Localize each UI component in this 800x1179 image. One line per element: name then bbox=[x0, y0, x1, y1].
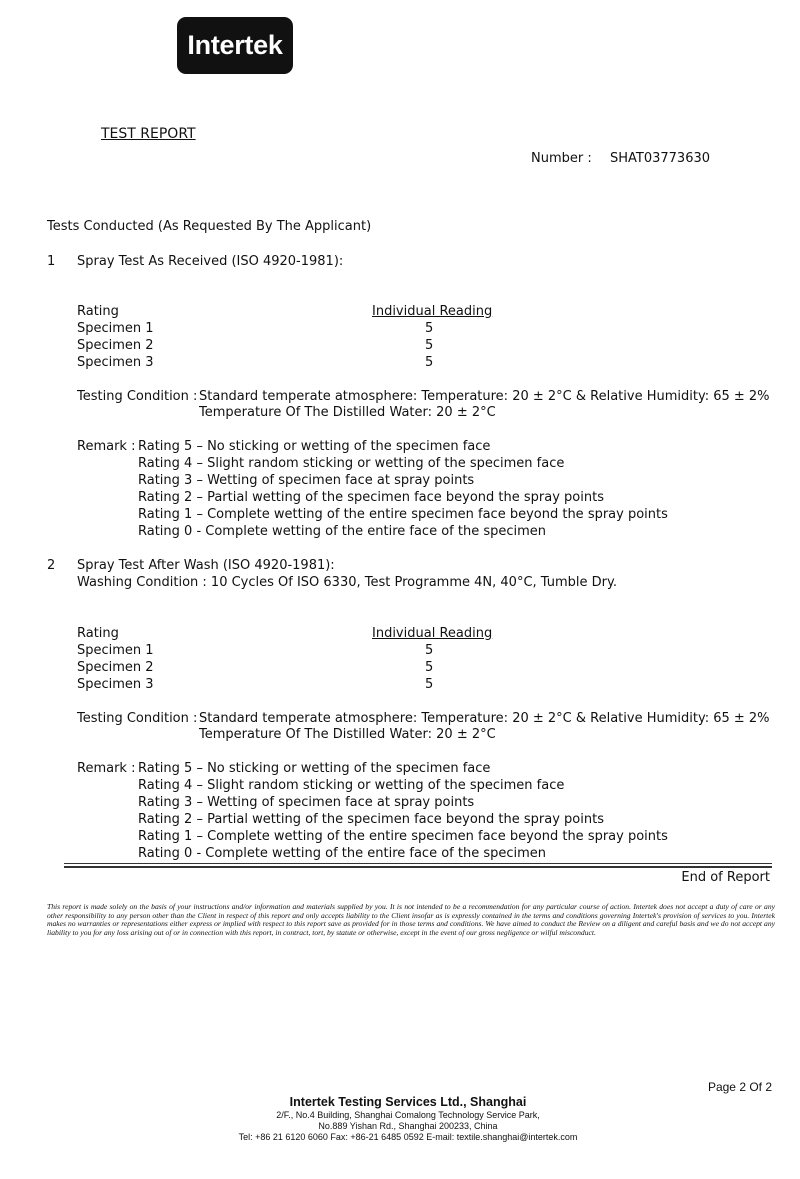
remark-line: Rating 5 – No sticking or wetting of the specimen face bbox=[138, 761, 491, 776]
remark-line: Rating 0 - Complete wetting of the entire face of the specimen bbox=[138, 846, 547, 861]
specimen-reading: 5 bbox=[425, 321, 434, 336]
washing-condition: Washing Condition : 10 Cycles Of ISO 6330, Test Programme 4N, 40°C, Tumble Dry. bbox=[77, 575, 617, 590]
test-2-number: 2 bbox=[47, 558, 56, 573]
testing-condition-label: Testing Condition : bbox=[77, 711, 198, 726]
remark-line: Rating 3 – Wetting of specimen face at spray points bbox=[138, 473, 475, 488]
specimen-reading: 5 bbox=[425, 355, 434, 370]
specimen-label: Specimen 1 bbox=[77, 321, 154, 336]
specimen-label: Specimen 3 bbox=[77, 677, 154, 692]
remark-line: Rating 1 – Complete wetting of the entire specimen face beyond the spray points bbox=[138, 829, 668, 844]
testing-condition-line: Standard temperate atmosphere: Temperature: 20 ± 2°C & Relative Humidity: 65 ± 2% bbox=[199, 389, 770, 404]
remark-line: Rating 2 – Partial wetting of the specimen face beyond the spray points bbox=[138, 812, 604, 827]
specimen-label: Specimen 2 bbox=[77, 660, 154, 675]
testing-condition-line: Temperature Of The Distilled Water: 20 ± 2°C bbox=[199, 405, 496, 420]
specimen-reading: 5 bbox=[425, 338, 434, 353]
rating-column-header: Rating bbox=[77, 304, 119, 319]
intertek-logo: Intertek bbox=[177, 17, 293, 74]
end-rule-thick bbox=[64, 866, 772, 868]
reading-column-header: Individual Reading bbox=[372, 304, 493, 319]
footer-address-line: No.889 Yishan Rd., Shanghai 200233, China bbox=[318, 1121, 498, 1131]
specimen-label: Specimen 2 bbox=[77, 338, 154, 353]
rating-column-header: Rating bbox=[77, 626, 119, 641]
footer-company: Intertek Testing Services Ltd., Shanghai bbox=[289, 1095, 527, 1109]
report-number-value: SHAT03773630 bbox=[610, 151, 711, 166]
specimen-reading: 5 bbox=[425, 643, 434, 658]
remark-line: Rating 5 – No sticking or wetting of the specimen face bbox=[138, 439, 491, 454]
report-number-label: Number : bbox=[531, 151, 592, 166]
legal-disclaimer: This report is made solely on the basis of your instructions and/or information and materials supplied by you. It is not intended to be a recommendation for any particular course of action. Intertek does not accept a duty of care or any other responsibility to any person other than the Client in respect of this report and only accepts liability to the Client insofar as is expressly contained in the terms and conditions governing Intertek's provision of services to you. Intertek makes no warranties or representations either express or implied with respect to this report save as provided for in those terms and conditions. We have aimed to conduct the Review on a diligent and careful basis and we do not accept any liability to you for any loss arising out of or in connection with this report, in contract, tort, by statute or otherwise, except in the event of our gross negligence or wilful misconduct. bbox=[47, 902, 775, 937]
remark-line: Rating 1 – Complete wetting of the entire specimen face beyond the spray points bbox=[138, 507, 668, 522]
end-of-report: End of Report bbox=[681, 870, 770, 885]
remark-label: Remark : bbox=[77, 761, 136, 776]
remark-line: Rating 2 – Partial wetting of the specimen face beyond the spray points bbox=[138, 490, 604, 505]
test-2-title: Spray Test After Wash (ISO 4920-1981): bbox=[77, 558, 335, 573]
testing-condition-line: Temperature Of The Distilled Water: 20 ± 2°C bbox=[199, 727, 496, 742]
page-number: Page 2 Of 2 bbox=[707, 1080, 772, 1094]
test-1-number: 1 bbox=[47, 254, 56, 269]
remark-line: Rating 4 – Slight random sticking or wetting of the specimen face bbox=[138, 456, 565, 471]
reading-column-header: Individual Reading bbox=[372, 626, 493, 641]
remark-line: Rating 3 – Wetting of specimen face at spray points bbox=[138, 795, 475, 810]
specimen-reading: 5 bbox=[425, 660, 434, 675]
testing-condition-label: Testing Condition : bbox=[77, 389, 198, 404]
report-title: TEST REPORT bbox=[101, 126, 196, 142]
testing-condition-line: Standard temperate atmosphere: Temperature: 20 ± 2°C & Relative Humidity: 65 ± 2% bbox=[199, 711, 770, 726]
end-rule-thin bbox=[64, 863, 772, 864]
remark-line: Rating 4 – Slight random sticking or wetting of the specimen face bbox=[138, 778, 565, 793]
specimen-label: Specimen 1 bbox=[77, 643, 154, 658]
footer-address-line: 2/F., No.4 Building, Shanghai Comalong Technology Service Park, bbox=[276, 1110, 540, 1120]
test-1-title: Spray Test As Received (ISO 4920-1981): bbox=[77, 254, 344, 269]
footer-contact: Tel: +86 21 6120 6060 Fax: +86-21 6485 0592 E-mail: textile.shanghai@intertek.com bbox=[238, 1132, 578, 1142]
remark-line: Rating 0 - Complete wetting of the entire face of the specimen bbox=[138, 524, 547, 539]
specimen-label: Specimen 3 bbox=[77, 355, 154, 370]
remark-label: Remark : bbox=[77, 439, 136, 454]
tests-conducted-heading: Tests Conducted (As Requested By The Applicant) bbox=[47, 219, 372, 234]
specimen-reading: 5 bbox=[425, 677, 434, 692]
